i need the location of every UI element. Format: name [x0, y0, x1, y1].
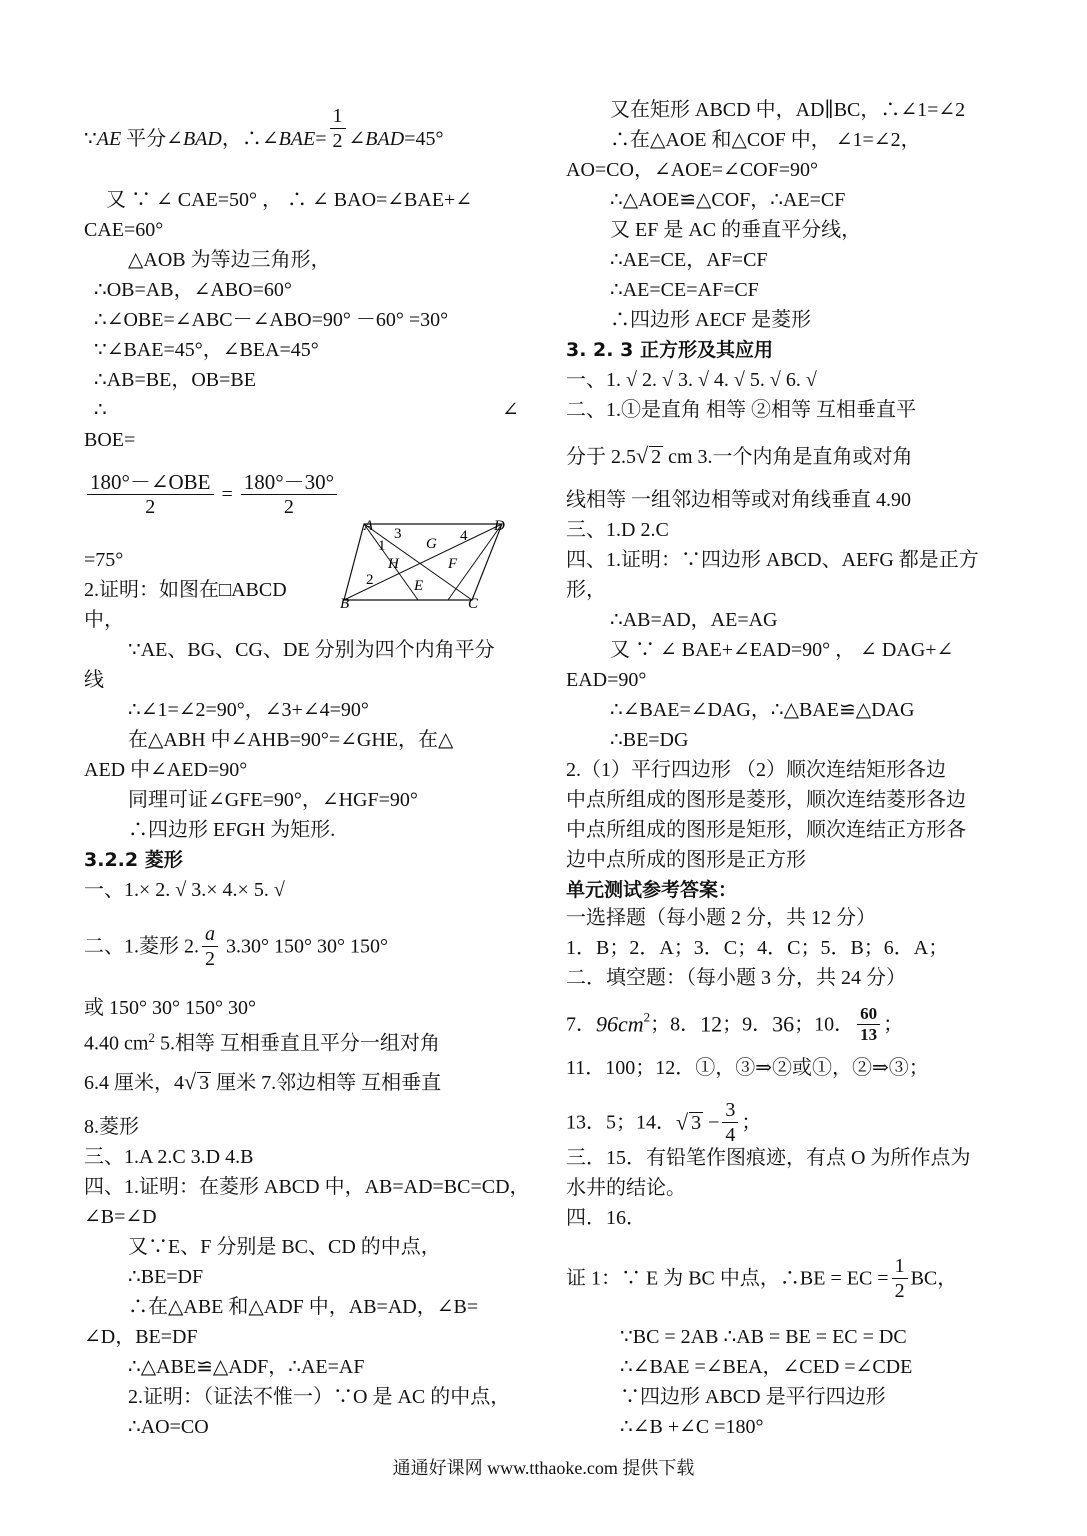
- label-1: 1: [378, 538, 386, 554]
- text-line: ∴四边形 AECF 是菱形: [610, 309, 812, 331]
- text-line: 11．100；12．①，③⇒②或①，②⇒③；: [566, 1057, 929, 1079]
- text-line: 中，: [84, 609, 124, 631]
- label-F: F: [448, 556, 458, 572]
- text-line: ∴AE=CE，AF=CF: [610, 249, 768, 271]
- text-line: 形，: [566, 579, 606, 601]
- text-line: 三、1.D 2.C: [566, 519, 669, 541]
- text-line: 13．5；14．√ 3 − $\frac{3}{4}$ ；: [566, 1099, 762, 1146]
- text-line: 四、1.证明：∵四边形 ABCD、AEFG 都是正方: [566, 549, 979, 571]
- text-line: ∵AE 平分∠BAD，∴∠BAE= $\frac{1}{2}$ ∠BAD=45°: [84, 104, 444, 152]
- text-line: ∵AE、BG、CG、DE 分别为四个内角平分: [128, 639, 495, 661]
- text-line: =75°: [84, 549, 124, 571]
- text-line: 三、1.A 2.C 3.D 4.B: [84, 1146, 254, 1168]
- fraction-a-half: $\frac{a}{2}$: [202, 922, 218, 971]
- label-2: 2: [366, 572, 374, 588]
- fraction-60-13: $\frac{60}{13}$: [857, 1004, 880, 1045]
- text-line: 二、1.菱形 2. $\frac{a}{2}$ 3.30° 150° 30° 150°: [84, 923, 388, 970]
- label-3: 3: [394, 526, 402, 542]
- text-line: ∴BE=DF: [128, 1266, 204, 1288]
- text-line: 8.菱形: [84, 1116, 139, 1138]
- fraction-half: $\frac{1}{2}$: [330, 104, 346, 153]
- text-line: 7．$96cm^2$；8．12；9．36；10． $\frac{60}{13}$ ；: [566, 1004, 904, 1044]
- text-line: 在△ABH 中∠AHB=90°=∠GHE，在△: [128, 729, 454, 751]
- text-line: ∴∠BAE =∠BEA，∠CED =∠CDE: [620, 1356, 913, 1378]
- text-line: 水井的结论。: [566, 1177, 686, 1199]
- text-line: BOE=: [84, 429, 136, 451]
- text-line: 线相等 一组邻边相等或对角线垂直 4.90: [566, 489, 911, 511]
- text-line: 1．B；2．A；3．C；4．C；5．B；6．A；: [566, 937, 949, 959]
- text-line: ∴BE=DG: [610, 729, 689, 751]
- text-line: 4.40 $cm^2$ 5.相等 互相垂直且平分一组对角: [84, 1030, 440, 1055]
- page-footer: 通通好课网 www.tthaoke.com 提供下载: [392, 1458, 695, 1478]
- text-line: CAE=60°: [84, 219, 164, 241]
- label-G: G: [426, 536, 437, 552]
- section-heading: 3.2.2 菱形: [84, 849, 183, 871]
- section-heading: 单元测试参考答案：: [566, 879, 738, 901]
- text-line: ∵∠BAE=45°，∠BEA=45°: [94, 339, 319, 361]
- text-line: ∴△ABE≌△ADF，∴AE=AF: [128, 1356, 365, 1378]
- text-line: ∴∠1=∠2=90°，∠3+∠4=90°: [128, 699, 369, 721]
- text-line: 一、1.× 2. √ 3.× 4.× 5. √: [84, 879, 285, 901]
- text-line: ∴四边形 EFGH 为矩形.: [128, 819, 336, 841]
- text-line: AO=CO，∠AOE=∠COF=90°: [566, 159, 819, 181]
- text-line: ∴OB=AB，∠ABO=60°: [94, 279, 292, 301]
- text-line: ∴AB=BE，OB=BE: [94, 369, 256, 391]
- text-line: 边中点所成的图形是正方形: [566, 849, 806, 871]
- text-line: ∠D，BE=DF: [84, 1326, 198, 1348]
- text-line: ∴: [94, 399, 107, 421]
- text-line: ∵四边形 ABCD 是平行四边形: [620, 1386, 886, 1408]
- text-line: 又在矩形 ABCD 中，AD∥BC，∴∠1=∠2: [610, 99, 966, 121]
- text-line: 又 EF 是 AC 的垂直平分线，: [610, 219, 862, 241]
- text-line: 分于 2.5√ 2 cm 3.一个内角是直角或对角: [566, 443, 913, 468]
- text-line: 又 ∵ ∠ BAE+∠EAD=90° ， ∠ DAG+∠: [610, 639, 954, 661]
- fraction-obe: $\frac{\text{180°－∠OBE}}{2}$: [87, 470, 214, 519]
- text-line: 四、1.证明：在菱形 ABCD 中，AB=AD=BC=CD，: [84, 1176, 530, 1198]
- text-line: ∴AE=CE=AF=CF: [610, 279, 759, 301]
- text-line: ∴AO=CO: [128, 1416, 209, 1438]
- label-H: H: [388, 556, 399, 572]
- text-line: ∠B=∠D: [84, 1206, 157, 1228]
- text-line: ∵BC = 2AB ∴AB = BE = EC = DC: [620, 1326, 907, 1348]
- text-line: 三．15．有铅笔作图痕迹，有点 O 为所作点为: [566, 1147, 971, 1169]
- label-E: E: [414, 578, 424, 594]
- text-line: 2.证明：（证法不惟一）∵O 是 AC 的中点，: [128, 1386, 511, 1408]
- label-C: C: [468, 596, 479, 612]
- text-line: AED 中∠AED=90°: [84, 759, 248, 781]
- text-line: ∴∠BAE=∠DAG，∴△BAE≌△DAG: [610, 699, 915, 721]
- text-line: 或 150° 30° 150° 30°: [84, 997, 256, 1019]
- label-B: B: [340, 596, 350, 612]
- text-line: 中点所组成的图形是矩形，顺次连结正方形各: [566, 819, 966, 841]
- text-line: 线: [84, 669, 104, 691]
- text-line: 二．填空题：（每小题 3 分，共 24 分）: [566, 967, 906, 989]
- text-line: ∴在△ABE 和△ADF 中，AB=AD，∠B=: [128, 1296, 479, 1318]
- fraction-3-4: $\frac{3}{4}$: [722, 1098, 738, 1147]
- text-line: EAD=90°: [566, 669, 647, 691]
- text-line: 6.4 厘米，4√ 3 厘米 7.邻边相等 互相垂直: [84, 1069, 442, 1094]
- text-line: 又∵E、F 分别是 BC、CD 的中点，: [128, 1236, 441, 1258]
- text-line: 一、1. √ 2. √ 3. √ 4. √ 5. √ 6. √: [566, 369, 817, 391]
- text-line: 2.证明：如图在□ABCD: [84, 579, 287, 601]
- text-line: 二、1.①是直角 相等 ②相等 互相垂直平: [566, 399, 916, 421]
- section-heading: 3. 2. 3 正方形及其应用: [566, 339, 773, 361]
- text-line: 又 ∵ ∠ CAE=50° ， ∴ ∠ BAO=∠BAE+∠: [106, 189, 473, 211]
- text-line: 2.（1）平行四边形 （2）顺次连结矩形各边: [566, 759, 946, 781]
- label-A: A: [364, 518, 374, 534]
- text-line: 中点所组成的图形是菱形，顺次连结菱形各边: [566, 789, 966, 811]
- text-line: ∴AB=AD，AE=AG: [610, 609, 778, 631]
- label-D: D: [494, 518, 505, 534]
- text-line: ∠: [502, 399, 519, 421]
- fraction-30: $\frac{180^\circ-30^\circ}{2}$: [241, 470, 337, 519]
- text-line: ∴△AOE≌△COF，∴AE=CF: [610, 189, 846, 211]
- fraction-half-bc: $\frac{1}{2}$: [892, 1254, 908, 1303]
- parallelogram-figure: [336, 512, 518, 614]
- angle-equation: $\frac{\text{180°－∠OBE}}{2}$ = $\frac{180^\circ-30^\circ}{2}$: [84, 470, 340, 519]
- text-line: △AOB 为等边三角形，: [128, 249, 331, 271]
- text-line: ∴∠OBE=∠ABC－∠ABO=90° －60° =30°: [94, 309, 449, 331]
- text-line: ∴在△AOE 和△COF 中， ∠1=∠2，: [610, 129, 921, 151]
- label-4: 4: [460, 528, 468, 544]
- text-line: 证 1：∵ E 为 BC 中点，∴BE = EC = $\frac{1}{2}$ BC，: [566, 1255, 958, 1302]
- text-line: 四．16．: [566, 1207, 646, 1229]
- text-line: ∴∠B +∠C =180°: [620, 1416, 764, 1438]
- text-line: 一选择题（每小题 2 分，共 12 分）: [566, 907, 876, 929]
- text-line: 同理可证∠GFE=90°，∠HGF=90°: [128, 789, 418, 811]
